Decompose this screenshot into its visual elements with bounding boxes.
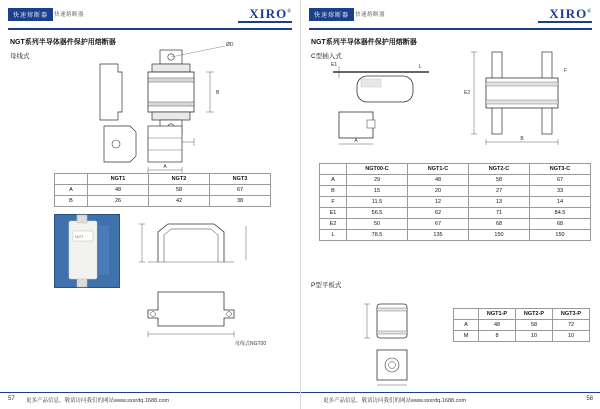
col-blank (454, 309, 479, 320)
cell: 27 (469, 186, 530, 197)
row-label: L (320, 230, 347, 241)
cell: 42 (149, 196, 210, 207)
header-tagline: 快速熔断器 (54, 12, 85, 18)
row-label: B (55, 196, 88, 207)
page-number-right: 58 (586, 396, 593, 402)
cell: 58 (149, 185, 210, 196)
col-ngt00c: NGT00-C (347, 164, 408, 175)
col-ngt3p: NGT3-P (553, 309, 590, 320)
row-label: M (454, 331, 479, 342)
col-ngt2: NGT2 (149, 174, 210, 185)
cell: 67 (408, 219, 469, 230)
svg-text:F: F (564, 68, 568, 74)
col-ngt2c: NGT2-C (469, 164, 530, 175)
cell: 67 (530, 175, 591, 186)
cell: 14 (530, 197, 591, 208)
subtitle-p-type: P型平板式 (311, 282, 342, 289)
table-row (454, 331, 590, 342)
header-tag: 快速熔断器 (309, 8, 354, 21)
figure-c-front (456, 42, 596, 152)
page-number-left: 57 (8, 396, 15, 402)
table-header-row (320, 164, 591, 175)
col-ngt1c: NGT1-C (408, 164, 469, 175)
page-header-left (8, 6, 292, 30)
svg-text:B: B (216, 90, 220, 96)
cell: 67 (210, 185, 271, 196)
cell: 15 (347, 186, 408, 197)
brand-underline (538, 21, 592, 23)
cell: 72 (553, 320, 590, 331)
table-header-row (454, 309, 590, 320)
footer-text-right: 更多产品信息，敬请访问我们的网站www.sxxrdq.1688.com (323, 398, 467, 404)
table-row (320, 230, 591, 241)
col-ngt2p: NGT2-P (516, 309, 553, 320)
table-row (320, 197, 591, 208)
cell: 56.5 (347, 208, 408, 219)
cell: 8 (479, 331, 516, 342)
table-row (55, 185, 271, 196)
figure-caption-left: 母线式NGT00 (235, 341, 267, 347)
cell: 38 (210, 196, 271, 207)
table-p-type (453, 308, 590, 342)
cell: 150 (530, 230, 591, 241)
col-ngt1: NGT1 (88, 174, 149, 185)
cell: 150 (469, 230, 530, 241)
header-tagline: 快速熔断器 (355, 12, 386, 18)
header-tag: 快速熔断器 (8, 8, 53, 21)
table-row (320, 208, 591, 219)
table-row (55, 196, 271, 207)
cell: 11.5 (347, 197, 408, 208)
cell: 62 (408, 208, 469, 219)
row-label: F (320, 197, 347, 208)
cell: 12 (408, 197, 469, 208)
col-blank (55, 174, 88, 185)
col-blank (320, 164, 347, 175)
svg-text:B: B (520, 136, 524, 142)
table-header-row (55, 174, 271, 185)
cell: 84.5 (530, 208, 591, 219)
cell: 58 (469, 175, 530, 186)
brand-logo: XIRO® (549, 6, 592, 21)
figure-busbar-detail (86, 120, 206, 180)
row-label: B (320, 186, 347, 197)
col-ngt3: NGT3 (210, 174, 271, 185)
row-label: A (320, 175, 347, 186)
figure-c-side (309, 46, 459, 151)
page-footer-left (0, 392, 300, 409)
subtitle-c-type: C型插入式 (311, 53, 342, 60)
svg-text:A: A (163, 164, 167, 170)
cell: 10 (516, 331, 553, 342)
figure-bracket-bottom (128, 272, 288, 342)
col-ngt1p: NGT1-P (479, 309, 516, 320)
cell: 50 (347, 219, 408, 230)
svg-text:E1: E1 (331, 62, 338, 68)
svg-text:E2: E2 (464, 90, 471, 96)
brand-underline (238, 21, 292, 23)
footer-text-left: 更多产品信息，敬请访问我们的网站www.sxxrdq.1688.com (26, 398, 170, 404)
cell: 58 (516, 320, 553, 331)
subtitle-busbar: 母线式 (10, 53, 30, 60)
col-ngt3c: NGT3-C (530, 164, 591, 175)
cell: 48 (479, 320, 516, 331)
table-row (320, 219, 591, 230)
row-label: E1 (320, 208, 347, 219)
cell: 29 (347, 175, 408, 186)
cell: 71 (469, 208, 530, 219)
table-busbar (54, 173, 271, 207)
cell: 68 (469, 219, 530, 230)
product-photo (54, 214, 120, 288)
row-label: A (55, 185, 88, 196)
svg-text:L: L (419, 64, 422, 70)
svg-text:ØD: ØD (226, 42, 234, 48)
page-right (300, 0, 600, 409)
cell: 78.5 (347, 230, 408, 241)
page-title-left: NGT系列半导体器件保护用熔断器 (10, 39, 116, 46)
cell: 10 (553, 331, 590, 342)
cell: 33 (530, 186, 591, 197)
cell: 135 (408, 230, 469, 241)
cell: 20 (408, 186, 469, 197)
cell: 48 (88, 185, 149, 196)
svg-text:NGT: NGT (75, 234, 84, 239)
page-title-right: NGT系列半导体器件保护用熔断器 (311, 39, 417, 46)
table-c-type (319, 163, 591, 241)
svg-text:A: A (354, 138, 358, 144)
cell: 13 (469, 197, 530, 208)
figure-p-type (341, 296, 451, 386)
row-label: A (454, 320, 479, 331)
table-row (454, 320, 590, 331)
cell: 26 (88, 196, 149, 207)
brand-logo: XIRO® (249, 6, 292, 21)
row-label: E2 (320, 219, 347, 230)
figure-bracket-top (128, 214, 288, 274)
cell: 68 (530, 219, 591, 230)
table-row (320, 186, 591, 197)
page-footer-right (301, 392, 600, 409)
cell: 48 (408, 175, 469, 186)
page-header-right (309, 6, 592, 30)
table-row (320, 175, 591, 186)
